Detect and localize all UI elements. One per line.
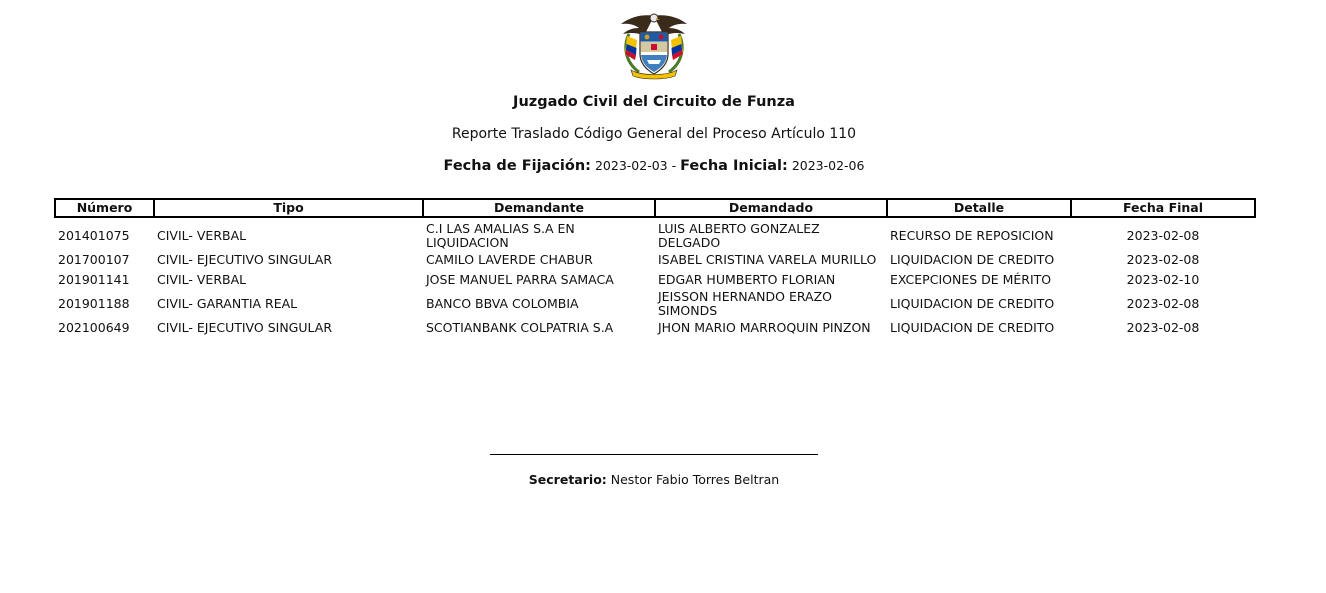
table-row [55, 290, 1255, 318]
column-header-demandado: Demandado [655, 199, 887, 217]
cell-numero: 201901141 [58, 272, 130, 287]
cell-tipo: CIVIL- VERBAL [157, 228, 247, 243]
table-row [55, 217, 1255, 250]
table-header-row [55, 199, 1255, 217]
cell-detalle: EXCEPCIONES DE MÉRITO [890, 272, 1052, 287]
cell-detalle: LIQUIDACION DE CREDITO [890, 252, 1055, 267]
signature-line [490, 454, 818, 455]
dates-separator: - [671, 158, 677, 173]
cell-demandante: JOSE MANUEL PARRA SAMACA [426, 272, 614, 287]
fecha-inicial-value: 2023-02-06 [791, 158, 865, 173]
secretary-name: Nestor Fabio Torres Beltran [610, 472, 780, 487]
coat-of-arms-seal [617, 10, 691, 82]
cell-tipo: CIVIL- GARANTIA REAL [157, 296, 298, 311]
fecha-fijacion-label: Fecha de Fijación: [443, 158, 591, 174]
column-header-detalle: Detalle [887, 199, 1071, 217]
secretary-label: Secretario: [528, 472, 607, 487]
column-header-fecha-final: Fecha Final [1071, 199, 1255, 217]
cell-fecha-final: 2023-02-08 [1126, 252, 1200, 267]
report-title: Reporte Traslado Código General del Proceso Artículo 110 [451, 126, 857, 142]
cell-detalle: LIQUIDACION DE CREDITO [890, 320, 1055, 335]
cell-tipo: CIVIL- EJECUTIVO SINGULAR [157, 252, 332, 267]
column-header-numero: Número [55, 199, 154, 217]
court-name: Juzgado Civil del Circuito de Funza [513, 94, 795, 110]
cell-numero: 202100649 [58, 320, 130, 335]
column-header-demandante: Demandante [423, 199, 655, 217]
cell-demandante: BANCO BBVA COLOMBIA [426, 296, 579, 311]
table-row [55, 318, 1255, 338]
cell-tipo: CIVIL- VERBAL [157, 272, 247, 287]
cell-demandante: SCOTIANBANK COLPATRIA S.A [426, 320, 614, 335]
column-header-tipo: Tipo [154, 199, 423, 217]
cell-detalle: RECURSO DE REPOSICION [890, 228, 1054, 243]
cell-fecha-final: 2023-02-08 [1126, 320, 1200, 335]
cell-fecha-final: 2023-02-10 [1126, 272, 1200, 287]
fecha-inicial-label: Fecha Inicial: [680, 158, 788, 174]
cell-demandante: C.I LAS AMALIAS S.A EN LIQUIDACION [426, 221, 575, 250]
table-row [55, 270, 1255, 290]
cell-demandado: JEISSON HERNANDO ERAZO SIMONDS [658, 290, 833, 318]
cell-detalle: LIQUIDACION DE CREDITO [890, 296, 1055, 311]
cell-demandado: EDGAR HUMBERTO FLORIAN [658, 272, 836, 287]
cell-fecha-final: 2023-02-08 [1126, 296, 1200, 311]
cell-tipo: CIVIL- EJECUTIVO SINGULAR [157, 320, 332, 335]
table-row [55, 250, 1255, 270]
cell-demandado: ISABEL CRISTINA VARELA MURILLO [658, 252, 877, 267]
cell-numero: 201901188 [58, 296, 130, 311]
fecha-fijacion-value: 2023-02-03 [594, 158, 668, 173]
cell-demandante: CAMILO LAVERDE CHABUR [426, 252, 593, 267]
cell-numero: 201700107 [58, 252, 130, 267]
secretary-signature [0, 472, 1308, 487]
cell-demandado: JHON MARIO MARROQUIN PINZON [658, 320, 871, 335]
traslado-table [54, 198, 1256, 338]
dates-line [0, 158, 1308, 174]
cell-numero: 201401075 [58, 228, 130, 243]
cell-fecha-final: 2023-02-08 [1126, 228, 1200, 243]
cell-demandado: LUIS ALBERTO GONZALEZ DELGADO [658, 221, 820, 250]
